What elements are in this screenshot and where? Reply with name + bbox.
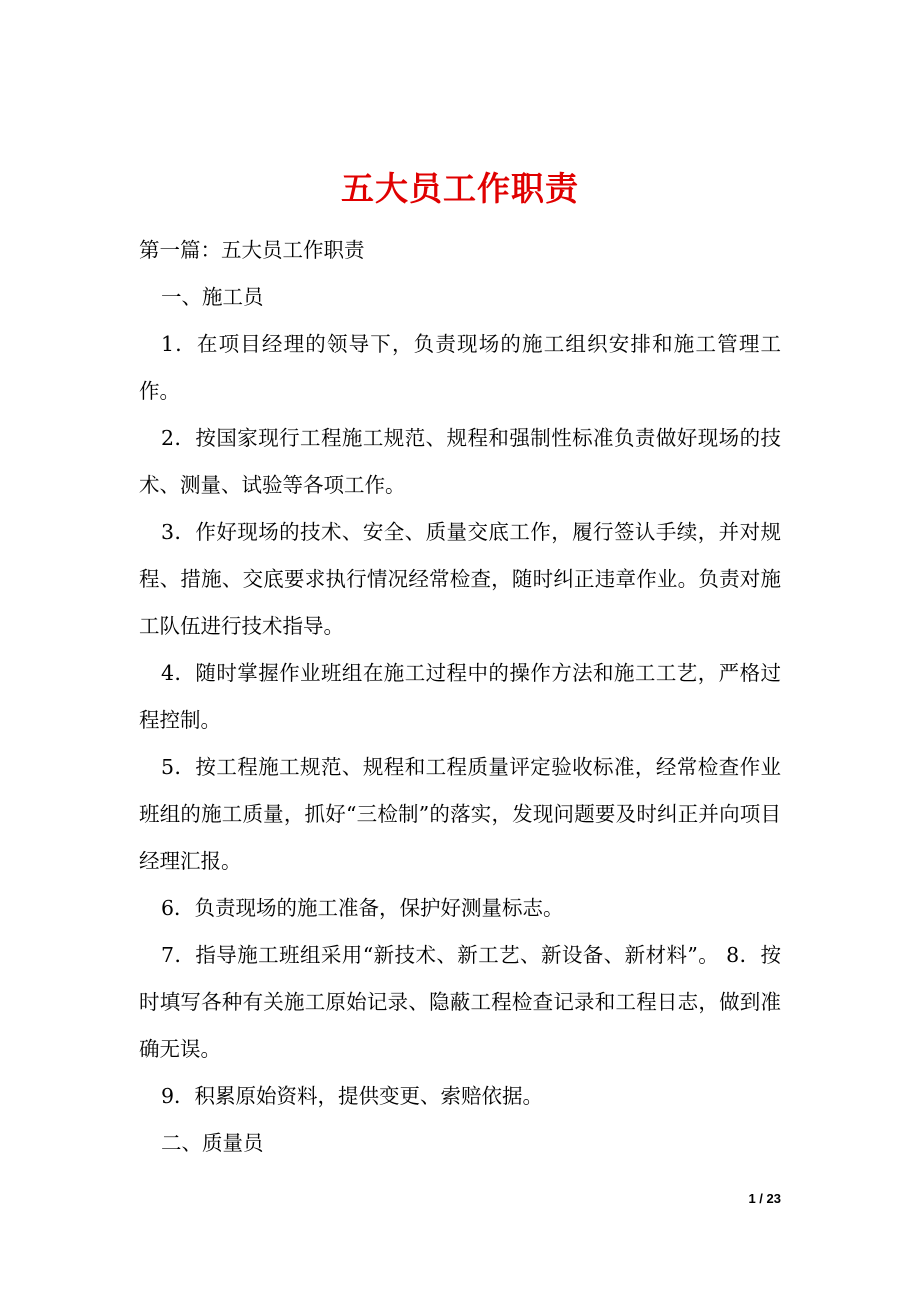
duty-item: 1．在项目经理的领导下，负责现场的施工组织安排和施工管理工作。 <box>139 332 781 403</box>
document-title: 五大员工作职责 <box>341 169 579 209</box>
duty-item: 2．按国家现行工程施工规范、规程和强制性标准负责做好现场的技术、测量、试验等各项工作。 <box>139 426 781 497</box>
duty-item: 6．负责现场的施工准备，保护好测量标志。 <box>161 896 564 920</box>
subsection-heading: 一、施工员 <box>161 285 264 309</box>
duty-item: 7．指导施工班组采用“新技术、新工艺、新设备、新材料”。 8．按时填写各种有关施工原始记录、隐蔽工程检查记录和工程日志，做到准确无误。 <box>139 943 781 1061</box>
subsection-heading: 二、质量员 <box>161 1131 264 1155</box>
duty-item: 5．按工程施工规范、规程和工程质量评定验收标准，经常检查作业班组的施工质量，抓好“三检制”的落实，发现问题要及时纠正并向项目经理汇报。 <box>139 755 781 873</box>
duty-item: 4．随时掌握作业班组在施工过程中的操作方法和施工工艺，严格过程控制。 <box>139 661 781 732</box>
section-heading: 第一篇：五大员工作职责 <box>139 238 365 262</box>
document-body <box>139 227 781 1167</box>
page-number: 1 / 23 <box>748 1191 781 1206</box>
duty-item: 3．作好现场的技术、安全、质量交底工作，履行签认手续，并对规程、措施、交底要求执行情况经常检查，随时纠正违章作业。负责对施工队伍进行技术指导。 <box>139 520 781 638</box>
duty-item: 9．积累原始资料，提供变更、索赔依据。 <box>161 1084 544 1108</box>
